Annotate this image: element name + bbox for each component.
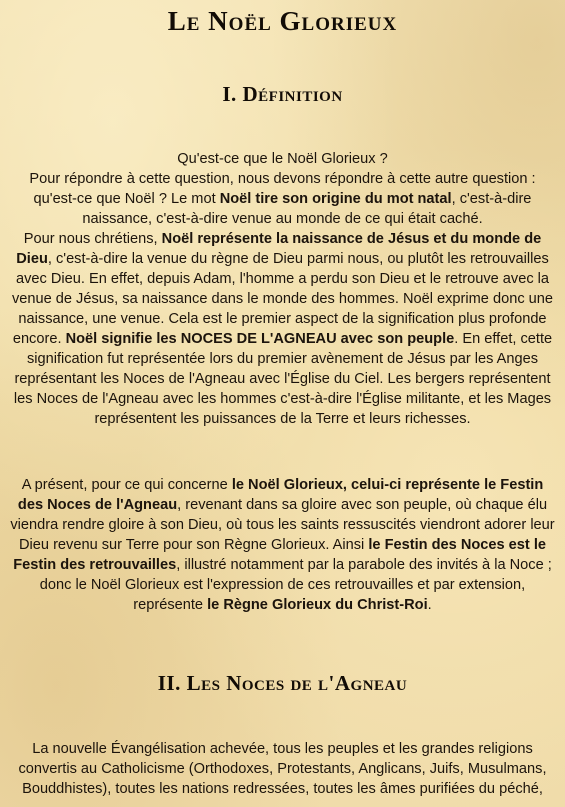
paragraph-definition-1 [8, 149, 557, 429]
body-text: , c'est-à-dire la venue du règne de Dieu parmi nous, ou plutôt les retrouvailles avec Dieu. En effet, depuis Adam, l'homme a perdu son Dieu et le retrouve avec la venue de Jésus, sa naissance dans le monde des hommes. Noël exprime donc une naissance, une venue. Cela est le premier aspect de la signification plus profonde encore. [11, 251, 554, 347]
body-text: A présent, pour ce qui concerne [21, 477, 232, 493]
section-heading-noces: II. Les Noces de l'Agneau [157, 671, 408, 695]
emphasis-text: le Festin des Noces est le Festin des retrouvailles [13, 537, 546, 573]
body-text: , c'est-à-dire naissance, c'est-à-dire venue au monde de ce qui était caché. [82, 191, 532, 227]
body-text: , revenant dans sa gloire avec son peuple, où chaque élu viendra rendre gloire à son Dieu, où tous les saints ressuscités viendront adorer leur Dieu revenu sur Terre pour son Règne Glorieux. Ainsi [10, 497, 555, 553]
body-text: . En effet, cette signification fut représentée lors du premier avènement de Jésus par les Anges représentant les Noces de l'Agneau avec l'Église du Ciel. Les bergers représentent les Noces de l'Agneau avec les hommes c'est-à-dire l'Église militante, et les Mages représentent les puissances de la Terre et leurs richesses. [13, 331, 553, 427]
paragraph-definition-2 [8, 475, 557, 615]
body-text: . [427, 597, 432, 613]
emphasis-text: Noël tire son origine du mot natal [219, 191, 452, 207]
emphasis-text: Noël représente la naissance de Jésus et du monde de Dieu [16, 231, 542, 267]
body-text: , illustré notamment par la parabole des invités à la Noce ; donc le Noël Glorieux est l'expression de ces retrouvailles et par extension, représente [39, 557, 552, 613]
page-title: Le Noël Glorieux [167, 6, 398, 36]
emphasis-text: le Règne Glorieux du Christ-Roi [207, 597, 428, 613]
body-text: Qu'est-ce que le Noël Glorieux ? [177, 151, 388, 167]
section-heading-definition: I. Définition [222, 82, 343, 106]
body-text: Pour répondre à cette question, nous devons répondre à cette autre question : qu'est-ce que Noël ? Le mot [29, 171, 536, 207]
emphasis-text: Noël signifie les NOCES DE L'AGNEAU avec son peuple [65, 331, 455, 347]
emphasis-text: le Noël Glorieux, celui-ci représente le Festin des Noces de l'Agneau [17, 477, 544, 513]
body-text: La nouvelle Évangélisation achevée, tous les peuples et les grandes religions convertis au Catholicisme (Orthodoxes, Protestants, Anglicans, Juifs, Musulmans, Bouddhistes), toutes les nations redressées, toutes les âmes purifiées du péché, [18, 741, 547, 797]
paragraph-noces-1 [8, 739, 557, 799]
body-text: Pour nous chrétiens, [23, 231, 162, 247]
